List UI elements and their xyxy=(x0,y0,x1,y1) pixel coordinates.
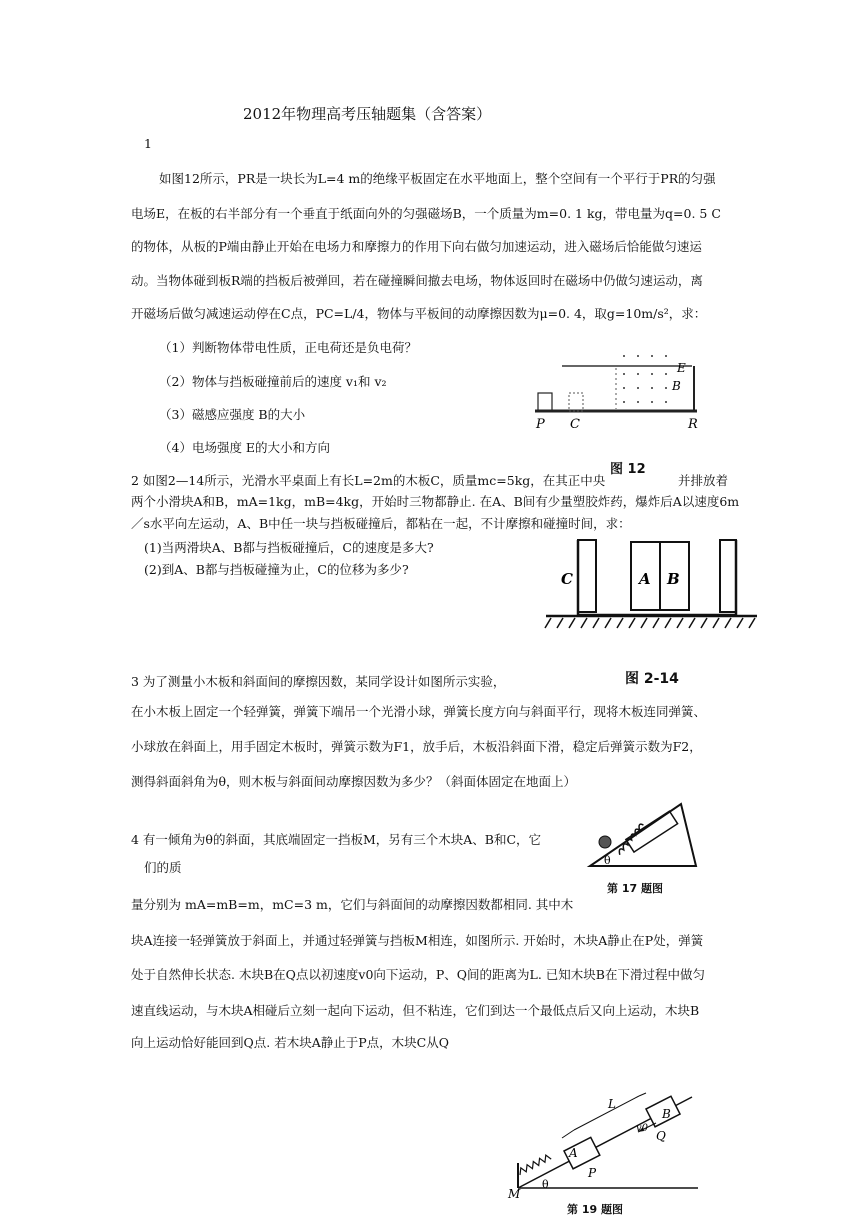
problem-1-question-3: （3）磁感应强度 B的大小 xyxy=(159,407,306,422)
figure-19 xyxy=(506,1085,706,1200)
problem-2-question-1: (1)当两滑块A、B都与挡板碰撞后，C的速度是多大? xyxy=(144,540,434,555)
problem-1-question-4: （4）电场强度 E的大小和方向 xyxy=(159,440,331,455)
figure-12 xyxy=(532,346,707,446)
fig12-label-r: R xyxy=(688,417,698,432)
fig19-label-l: L xyxy=(608,1097,616,1111)
problem-4-line-1: 4 有一倾角为θ的斜面，其底端固定一挡板M，另有三个木块A、B和C，它 xyxy=(131,832,542,847)
figure-2-14-caption: 图 2-14 xyxy=(625,671,679,687)
problem-1-line-1: 如图12所示，PR是一块长为L=4 m的绝缘平板固定在水平地面上，整个空间有一个平行于PR的匀强 xyxy=(159,171,716,186)
fig19-label-theta: θ xyxy=(542,1178,549,1191)
fig19-label-q: Q xyxy=(656,1129,666,1143)
figure-17 xyxy=(586,796,706,874)
problem-1-line-4: 动。当物体碰到板R端的挡板后被弹回，若在碰撞瞬间撤去电场，物体返回时在磁场中仍做匀速运动，离 xyxy=(131,273,703,288)
problem-3-line-1: 3 为了测量小木板和斜面间的摩擦因数，某同学设计如图所示实验， xyxy=(131,674,506,689)
fig19-label-m: M xyxy=(508,1187,521,1200)
fig12-label-e: E xyxy=(677,361,686,375)
problem-1-line-5: 开磁场后做匀减速运动停在C点，PC=L/4，物体与平板间的动摩擦因数为μ=0. 4，取g=10m/s²，求： xyxy=(131,306,707,321)
problem-2-line-1: 2 如图2—14所示，光滑水平桌面上有长L=2m的木板C，质量mc=5kg，在其正中央 xyxy=(131,473,606,488)
fig214-label-b: B xyxy=(667,570,680,588)
problem-1-number: 1 xyxy=(144,136,152,151)
fig214-label-c: C xyxy=(561,570,573,588)
problem-3-line-4: 测得斜面斜角为θ，则木板与斜面间动摩擦因数为多少？（斜面体固定在地面上） xyxy=(131,774,577,789)
problem-1-line-3: 的物体，从板的P端由静止开始在电场力和摩擦力的作用下向右做匀加速运动，进入磁场后恰能做匀速运 xyxy=(131,239,702,254)
problem-3-line-3: 小球放在斜面上，用手固定木板时，弹簧示数为F1，放手后，木板沿斜面下滑，稳定后弹簧示数为F2， xyxy=(131,739,702,754)
problem-4-line-4: 处于自然伸长状态. 木块B在Q点以初速度v0向下运动，P、Q间的距离为L. 已知木块B在下滑过程中做匀 xyxy=(131,967,705,982)
problem-1-question-1: （1）判断物体带电性质，正电荷还是负电荷？ xyxy=(159,340,417,355)
problem-1-question-2: （2）物体与挡板碰撞前后的速度 v₁和 v₂ xyxy=(159,374,387,389)
problem-4-line-2: 量分别为 mA=mB=m，mC=3 m，它们与斜面间的动摩擦因数都相同. 其中木 xyxy=(131,897,574,912)
problem-2-line-3: ／s水平向左运动，A、B中任一块与挡板碰撞后，都粘在一起，不计摩擦和碰撞时间，求： xyxy=(131,516,631,531)
figure-2-14 xyxy=(543,536,763,636)
figure-12-caption: 图 12 xyxy=(610,462,646,477)
figure-19-caption: 第 19 题图 xyxy=(567,1203,623,1216)
fig19-label-a: A xyxy=(569,1146,578,1160)
problem-4-line-3: 块A连接一轻弹簧放于斜面上，并通过轻弹簧与挡板M相连，如图所示. 开始时，木块A静止在P处，弹簧 xyxy=(131,933,704,948)
problem-2-line-1b: 并排放着 xyxy=(678,473,729,488)
problem-2-question-2: (2)到A、B都与挡板碰撞为止，C的位移为多少? xyxy=(144,562,409,577)
fig214-label-a: A xyxy=(639,570,651,588)
fig19-label-b: B xyxy=(662,1107,671,1121)
problem-2-line-2: 两个小滑块A和B，mA=1kg，mB=4kg，开始时三物都静止. 在A、B间有少量塑胶炸药，爆炸后A以速度6m xyxy=(131,494,740,509)
page-title: 2012年物理高考压轴题集（含答案） xyxy=(243,105,492,123)
fig12-label-p: P xyxy=(536,417,545,432)
fig19-label-v0: v0 xyxy=(636,1123,649,1134)
problem-4-line-5: 速直线运动，与木块A相碰后立刻一起向下运动，但不粘连，它们到达一个最低点后又向上运动，木块B xyxy=(131,1003,700,1018)
problem-1-line-2: 电场E，在板的右半部分有一个垂直于纸面向外的匀强磁场B，一个质量为m=0. 1 kg，带电量为q=0. 5 C xyxy=(131,206,721,221)
fig17-label-theta: θ xyxy=(604,854,611,867)
problem-3-line-2: 在小木板上固定一个轻弹簧，弹簧下端吊一个光滑小球，弹簧长度方向与斜面平行，现将木板连同弹簧、 xyxy=(131,704,707,719)
problem-4-line-6: 向上运动恰好能回到Q点. 若木块A静止于P点，木块C从Q xyxy=(131,1035,449,1050)
fig12-label-c: C xyxy=(570,417,580,432)
figure-17-caption: 第 17 题图 xyxy=(607,882,663,895)
fig12-label-b: B xyxy=(672,379,681,393)
problem-4-line-1b: 们的质 xyxy=(144,860,182,875)
fig19-label-p: P xyxy=(588,1166,597,1180)
